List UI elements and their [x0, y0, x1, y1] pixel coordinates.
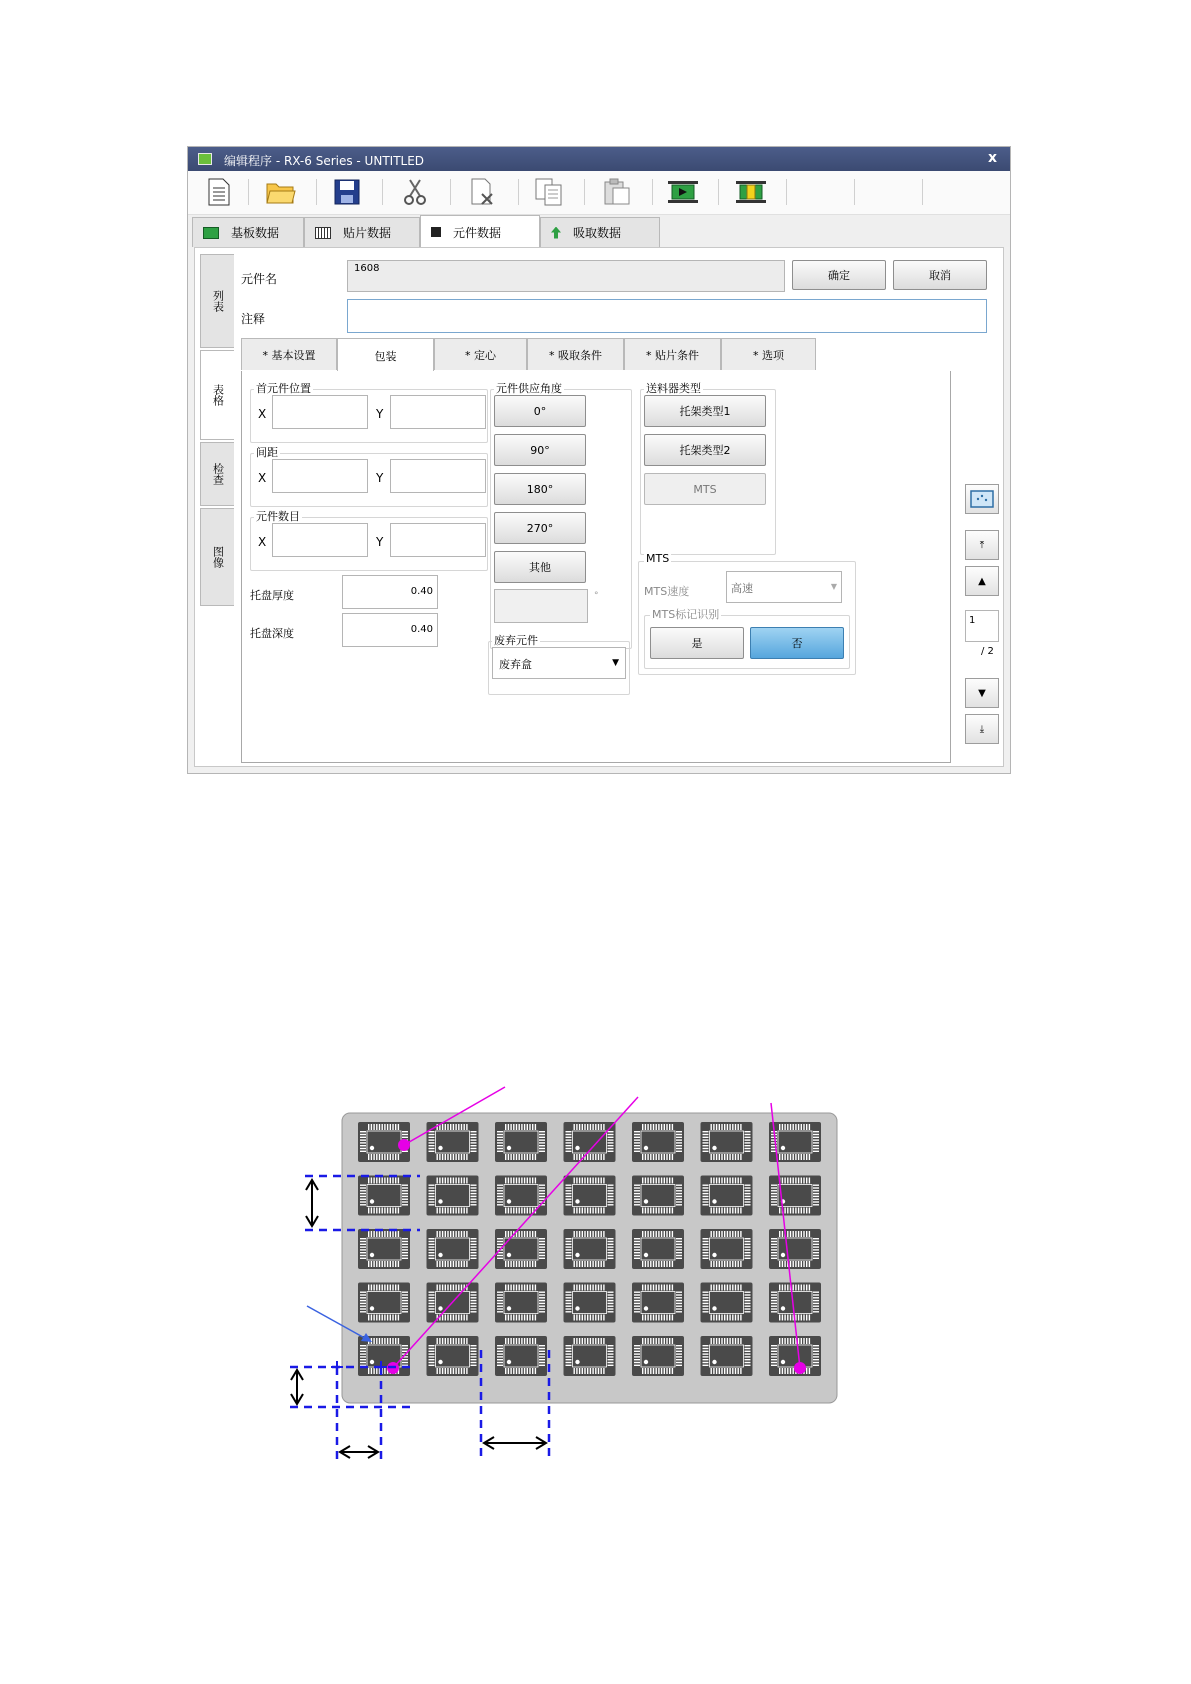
- mts-speed-value: 高速: [731, 582, 753, 595]
- tray-chip: [495, 1283, 547, 1323]
- tray-chip: [495, 1336, 547, 1376]
- tray-depth-label: 托盘深度: [250, 627, 294, 640]
- tray-chip: [495, 1176, 547, 1216]
- part-data-panel: [194, 247, 1004, 767]
- tab-part-data[interactable]: [420, 215, 540, 248]
- tray-chip: [701, 1176, 753, 1216]
- tray-chip: [427, 1229, 479, 1269]
- chip-icon: [431, 227, 441, 237]
- mts-mark-no-button[interactable]: 否: [750, 627, 844, 659]
- tray-chip: [358, 1283, 410, 1323]
- copy-icon[interactable]: [532, 175, 566, 209]
- x-label: X: [258, 471, 267, 485]
- cut-icon[interactable]: [398, 175, 432, 209]
- tray-chip: [495, 1229, 547, 1269]
- tab-board-data[interactable]: [192, 217, 304, 247]
- tray-chip: [564, 1283, 616, 1323]
- tab-label: 吸取数据: [573, 226, 622, 240]
- first-y-input[interactable]: [390, 395, 486, 429]
- sub-tab-bar: [241, 338, 951, 372]
- y-label: Y: [376, 535, 384, 549]
- tray-chip: [358, 1336, 410, 1376]
- discard-value: 废弃盒: [499, 658, 532, 671]
- angle-other-input[interactable]: [494, 589, 588, 623]
- packaging-content: [241, 371, 951, 763]
- tray-chip: [564, 1176, 616, 1216]
- tab-label: 贴片数据: [343, 226, 392, 240]
- tab-pickup-data[interactable]: [540, 217, 660, 247]
- tray-chip: [427, 1336, 479, 1376]
- grid-icon: [315, 227, 331, 239]
- count-x-input[interactable]: [272, 523, 368, 557]
- chevron-down-icon: ▼: [830, 582, 837, 591]
- tab-label: 元件数据: [453, 225, 502, 240]
- tray-chip: [564, 1229, 616, 1269]
- tray-chip: [358, 1229, 410, 1269]
- last-part-marker: [794, 1362, 806, 1374]
- first-part-marker: [398, 1139, 410, 1151]
- x-label: X: [258, 535, 267, 549]
- comment-field[interactable]: [347, 299, 987, 333]
- ok-button[interactable]: 确定: [792, 260, 886, 290]
- subtab-placement-conditions[interactable]: * 贴片条件: [624, 338, 721, 370]
- tray-chip: [769, 1176, 821, 1216]
- last-page-button[interactable]: [965, 714, 999, 744]
- tray-chip: [632, 1336, 684, 1376]
- feeder-type-title: 送料器类型: [646, 382, 701, 395]
- next-page-button[interactable]: [965, 678, 999, 708]
- mts-mark-title: MTS标记识别: [652, 608, 720, 621]
- subtab-pickup-conditions[interactable]: * 吸取条件: [527, 338, 624, 370]
- green-board-icon[interactable]: [666, 175, 700, 209]
- tray-chip: [632, 1229, 684, 1269]
- side-tab-check[interactable]: [200, 442, 234, 506]
- mts-mark-yes-button[interactable]: 是: [650, 627, 744, 659]
- side-tab-label: 图像: [211, 546, 225, 568]
- tray-chip: [632, 1283, 684, 1323]
- tray-chip: [632, 1122, 684, 1162]
- tray-diagram: [0, 1070, 1191, 1470]
- page-input[interactable]: 1: [965, 610, 999, 642]
- side-tab-image[interactable]: [200, 508, 234, 606]
- angle-0-button[interactable]: 0°: [494, 395, 586, 427]
- preview-button[interactable]: [965, 484, 999, 514]
- tray-thickness-label: 托盘厚度: [250, 589, 294, 602]
- angle-270-button[interactable]: 270°: [494, 512, 586, 544]
- part-name-label: 元件名: [241, 272, 278, 286]
- tray-thickness-input[interactable]: 0.40: [342, 575, 438, 609]
- subtab-centering[interactable]: * 定心: [434, 338, 527, 370]
- mts-speed-select[interactable]: [726, 571, 842, 603]
- count-y-input[interactable]: [390, 523, 486, 557]
- angle-other-button[interactable]: 其他: [494, 551, 586, 583]
- open-folder-icon[interactable]: [264, 175, 298, 209]
- main-tab-bar: [188, 215, 1010, 247]
- yellow-board-icon[interactable]: [734, 175, 768, 209]
- app-icon: [198, 153, 212, 165]
- paste-icon[interactable]: [600, 175, 634, 209]
- tray-chip: [495, 1122, 547, 1162]
- last-page-icon: ⤓: [979, 723, 985, 735]
- pickup-icon: [551, 227, 561, 239]
- angle-180-button[interactable]: 180°: [494, 473, 586, 505]
- chip-grid: [358, 1122, 821, 1376]
- mts-speed-label: MTS速度: [644, 585, 690, 598]
- tray-chip: [632, 1176, 684, 1216]
- subtab-options[interactable]: * 选项: [721, 338, 816, 370]
- tray-chip: [701, 1336, 753, 1376]
- close-button[interactable]: x: [988, 150, 998, 166]
- save-icon[interactable]: [330, 175, 364, 209]
- discard-title: 废弃元件: [494, 634, 538, 647]
- first-x-input[interactable]: [272, 395, 368, 429]
- title-bar: [188, 147, 1010, 171]
- page-total: / 2: [981, 646, 994, 657]
- discard-select[interactable]: [492, 647, 626, 679]
- tray-type1-button[interactable]: 托架类型1: [644, 395, 766, 427]
- tray-chip: [427, 1176, 479, 1216]
- tray-chip: [769, 1229, 821, 1269]
- subtab-basic-settings[interactable]: * 基本设置: [241, 338, 337, 370]
- mts-button[interactable]: MTS: [644, 473, 766, 505]
- cancel-button[interactable]: 取消: [893, 260, 987, 290]
- toolbar: [188, 171, 1010, 215]
- y-label: Y: [376, 471, 384, 485]
- tray-chip: [564, 1336, 616, 1376]
- comment-label: 注释: [241, 312, 266, 326]
- tab-placement-data[interactable]: [304, 217, 420, 247]
- tray-type2-button[interactable]: 托架类型2: [644, 434, 766, 466]
- angle-90-button[interactable]: 90°: [494, 434, 586, 466]
- chevron-down-icon: ▼: [612, 658, 619, 668]
- prev-page-button[interactable]: [965, 566, 999, 596]
- pitch-y-input[interactable]: [390, 459, 486, 493]
- board-icon: [203, 227, 219, 239]
- side-tab-label: 检查: [211, 463, 225, 485]
- y-label: Y: [376, 407, 384, 421]
- pitch-title: 间距: [256, 446, 278, 459]
- new-file-icon[interactable]: [202, 175, 236, 209]
- supply-angle-title: 元件供应角度: [496, 382, 562, 395]
- tray-chip: [564, 1122, 616, 1162]
- window-title: 编辑程序 - RX-6 Series - UNTITLED: [224, 154, 425, 168]
- part-count-title: 元件数目: [256, 510, 300, 523]
- tray-depth-input[interactable]: 0.40: [342, 613, 438, 647]
- degree-unit: °: [594, 591, 599, 601]
- mts-title: MTS: [646, 552, 670, 565]
- tray-chip: [358, 1176, 410, 1216]
- side-tab-table[interactable]: [200, 350, 234, 440]
- down-arrow-icon: ▼: [978, 687, 986, 699]
- first-page-button[interactable]: [965, 530, 999, 560]
- tray-chip: [701, 1122, 753, 1162]
- part-name-field[interactable]: 1608: [347, 260, 785, 292]
- side-tab-label: 列表: [211, 290, 225, 312]
- delete-icon[interactable]: [466, 175, 500, 209]
- editor-window: [187, 146, 1011, 774]
- tray-chip: [701, 1229, 753, 1269]
- first-part-position-title: 首元件位置: [256, 382, 311, 395]
- x-label: X: [258, 407, 267, 421]
- subtab-packaging[interactable]: 包装: [337, 338, 434, 372]
- side-tab-label: 表格: [211, 384, 225, 406]
- first-page-icon: ⤒: [979, 539, 985, 551]
- pitch-x-input[interactable]: [272, 459, 368, 493]
- side-tab-list[interactable]: [200, 254, 234, 348]
- tab-label: 基板数据: [231, 226, 280, 240]
- preview-icon: [970, 490, 994, 508]
- tray-chip: [701, 1283, 753, 1323]
- up-arrow-icon: ▲: [978, 575, 986, 587]
